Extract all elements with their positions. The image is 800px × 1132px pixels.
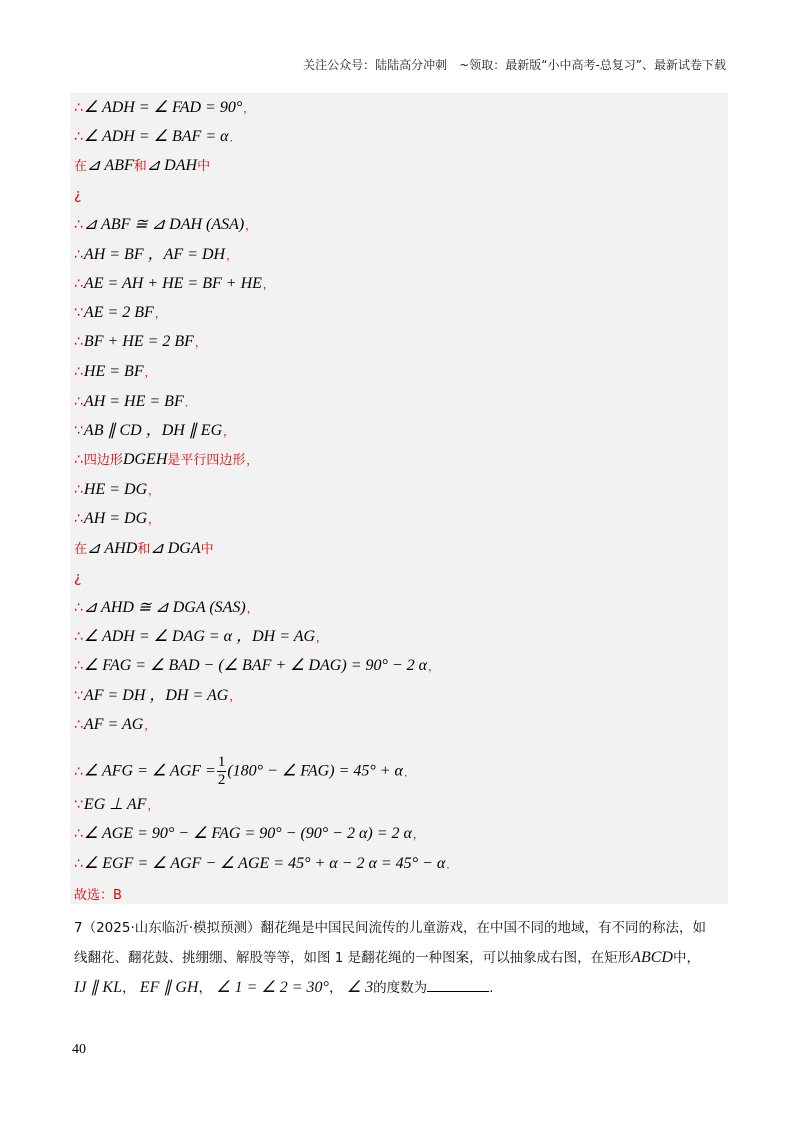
- solution-line: [74, 449, 257, 471]
- solution-line: [74, 567, 82, 588]
- text-connector: 和: [133, 159, 147, 174]
- punctuation: ，: [148, 484, 160, 497]
- punctuation: ，: [316, 631, 328, 644]
- reasoning-symbol: ∴: [74, 856, 83, 872]
- solution-line: [74, 97, 254, 119]
- solution-line: [74, 655, 439, 677]
- solution-line: [74, 273, 274, 295]
- reasoning-symbol: ∴: [74, 247, 83, 263]
- solution-line: [74, 420, 234, 442]
- math-expression: ∠ ADH = ∠ BAF = α: [83, 128, 229, 145]
- math-expression: AB ∥ CD ，DH ∥ EG: [83, 422, 223, 439]
- solution-line: [74, 155, 210, 177]
- reasoning-symbol: ∴: [74, 763, 83, 780]
- reasoning-symbol: ∵: [74, 423, 83, 439]
- math-expression: ⊿ ABF ≅ ⊿ DAH (ASA): [83, 216, 245, 233]
- math-expression: AF = DH ，DH = AG: [83, 687, 229, 704]
- reasoning-symbol: ∴: [74, 217, 83, 233]
- math-expression: ∠ AGE = 90° − ∠ FAG = 90° − (90° − 2 α) = 2 α: [83, 825, 412, 842]
- solution-line: [74, 508, 159, 530]
- question-line-2-end: 中，: [672, 950, 700, 966]
- text-suffix: 中: [197, 159, 211, 174]
- solution-line: [74, 823, 424, 845]
- math-expression: AE = 2 BF: [83, 304, 154, 321]
- solution-line: [74, 214, 256, 236]
- solution-line: [74, 302, 166, 324]
- math-expression: ∠ EGF = ∠ AGF − ∠ AGE = 45° + α − 2 α = 45° − α: [83, 855, 446, 872]
- reasoning-symbol: ∴: [74, 658, 83, 674]
- solution-line: [74, 754, 415, 789]
- page-header: 关注公众号：陆陆高分冲刺 ~领取：最新版“小中高考-总复习”、最新试卷下载: [303, 58, 726, 72]
- reasoning-symbol: ∴: [74, 600, 83, 616]
- punctuation: ，: [144, 366, 156, 379]
- punctuation: ，: [246, 454, 258, 467]
- reasoning-symbol: ∴: [74, 717, 83, 733]
- fraction-numerator: 1: [217, 754, 226, 770]
- reasoning-symbol: ∴: [74, 129, 83, 145]
- sep-3: ，: [328, 980, 343, 996]
- punctuation: ，: [223, 425, 235, 438]
- question-line-2: [74, 946, 700, 967]
- question-line-1: 7（2025·山东临沂·模拟预测）翻花绳是中国民间流传的儿童游戏，在中国不同的地域，有不同的称法，如: [74, 920, 707, 936]
- reasoning-symbol: ∴: [74, 511, 83, 527]
- reasoning-symbol: ∴: [74, 100, 83, 116]
- punctuation: ，: [194, 336, 206, 349]
- sep-1: ，: [122, 980, 136, 996]
- math-expression: (180° − ∠ FAG) = 45° + α: [227, 762, 403, 780]
- solution-line: [74, 391, 196, 413]
- text-suffix: 是平行四边形: [167, 453, 246, 468]
- text-connector: 和: [137, 542, 151, 557]
- math-expression: ⊿ ABF: [87, 157, 134, 174]
- question-end: .: [489, 980, 494, 996]
- angle-3: ∠ 3: [346, 979, 374, 996]
- solution-line: [74, 184, 82, 205]
- text-prefix: 四边形: [83, 453, 123, 468]
- math-expression: ∠ AFG = ∠ AGF =: [83, 762, 216, 780]
- solution-line: [74, 794, 158, 816]
- solution-line: [74, 244, 237, 266]
- punctuation: ．: [446, 858, 458, 871]
- punctuation: ．: [403, 765, 415, 779]
- text-prefix: 在: [74, 159, 88, 174]
- reasoning-symbol: ∵: [74, 305, 83, 321]
- solution-line: [74, 331, 206, 353]
- math-expression: BF + HE = 2 BF: [83, 333, 194, 350]
- math-expression: AE = AH + HE = BF + HE: [83, 275, 262, 292]
- reasoning-symbol: ∵: [74, 797, 83, 813]
- punctuation: ，: [147, 799, 159, 812]
- math-expression: AH = HE = BF: [83, 393, 184, 410]
- reasoning-symbol: ¿: [74, 570, 82, 586]
- answer-blank: [427, 977, 489, 992]
- reasoning-symbol: ∴: [74, 826, 83, 842]
- math-expression: DGEH: [122, 451, 168, 468]
- text-prefix: 在: [74, 542, 88, 557]
- math-expression: ∠ ADH = ∠ DAG = α ，DH = AG: [83, 628, 316, 645]
- math-expression: ∠ ADH = ∠ FAD = 90°: [83, 99, 243, 116]
- question-line-2-text: 线翻花、翻花鼓、挑绷绷、解股等等，如图 1 是翻花绳的一种图案，可以抽象成右图，在矩形: [74, 950, 632, 966]
- rectangle-label: ABCD: [631, 949, 673, 966]
- punctuation: ，: [245, 219, 257, 232]
- solution-line: [74, 479, 159, 501]
- solution-line: [74, 626, 327, 648]
- reasoning-symbol: ∴: [74, 629, 83, 645]
- text-suffix: 中: [200, 542, 214, 557]
- solution-line: [74, 853, 457, 875]
- math-expression: HE = BF: [83, 363, 144, 380]
- math-expression: EG ⊥ AF: [83, 796, 147, 813]
- punctuation: ，: [226, 249, 238, 262]
- answer-line: [74, 884, 122, 906]
- punctuation: ，: [428, 660, 440, 673]
- math-expression: ∠ FAG = ∠ BAD − (∠ BAF + ∠ DAG) = 90° − 2 α: [83, 657, 428, 674]
- reasoning-symbol: ∴: [74, 482, 83, 498]
- sep-2: ，: [198, 980, 212, 996]
- solution-line: [74, 714, 155, 736]
- reasoning-symbol: ¿: [74, 187, 82, 203]
- reasoning-symbol: ∴: [74, 364, 83, 380]
- punctuation: ，: [154, 307, 166, 320]
- answer-text: 故选：B: [74, 888, 122, 903]
- question-prompt: 的度数为: [373, 980, 428, 996]
- punctuation: ，: [144, 719, 156, 732]
- math-expression: HE = DG: [83, 481, 148, 498]
- math-expression: ⊿ AHD ≅ ⊿ DGA (SAS): [83, 599, 246, 616]
- reasoning-symbol: ∴: [74, 452, 83, 468]
- parallel-ij-kl: IJ ∥ KL: [74, 979, 122, 996]
- punctuation: ，: [229, 690, 241, 703]
- math-expression: AF = AG: [83, 716, 144, 733]
- math-expression: AH = DG: [83, 510, 148, 527]
- reasoning-symbol: ∴: [74, 394, 83, 410]
- punctuation: ，: [148, 513, 160, 526]
- math-expression: AH = BF ，AF = DH: [83, 246, 226, 263]
- punctuation: ，: [412, 828, 424, 841]
- math-expression: ⊿ DAH: [146, 157, 198, 174]
- angle-condition: ∠ 1 = ∠ 2 = 30°: [216, 979, 329, 996]
- reasoning-symbol: ∴: [74, 334, 83, 350]
- solution-line: [74, 685, 240, 707]
- math-expression: ⊿ AHD: [87, 540, 138, 557]
- question-line-3: [74, 976, 493, 997]
- solution-line: [74, 597, 258, 619]
- fraction-denominator: 2: [217, 772, 226, 788]
- punctuation: ，: [243, 102, 255, 115]
- reasoning-symbol: ∵: [74, 688, 83, 704]
- punctuation: ，: [246, 602, 258, 615]
- fraction: [217, 754, 227, 789]
- solution-line: [74, 361, 156, 383]
- parallel-ef-gh: EF ∥ GH: [139, 979, 199, 996]
- reasoning-symbol: ∴: [74, 276, 83, 292]
- solution-line: [74, 538, 214, 560]
- punctuation: ，: [262, 278, 274, 291]
- math-expression: ⊿ DGA: [150, 540, 201, 557]
- solution-line: [74, 126, 241, 148]
- page-number: 40: [72, 1042, 86, 1057]
- punctuation: ．: [184, 396, 196, 409]
- punctuation: ．: [229, 131, 241, 144]
